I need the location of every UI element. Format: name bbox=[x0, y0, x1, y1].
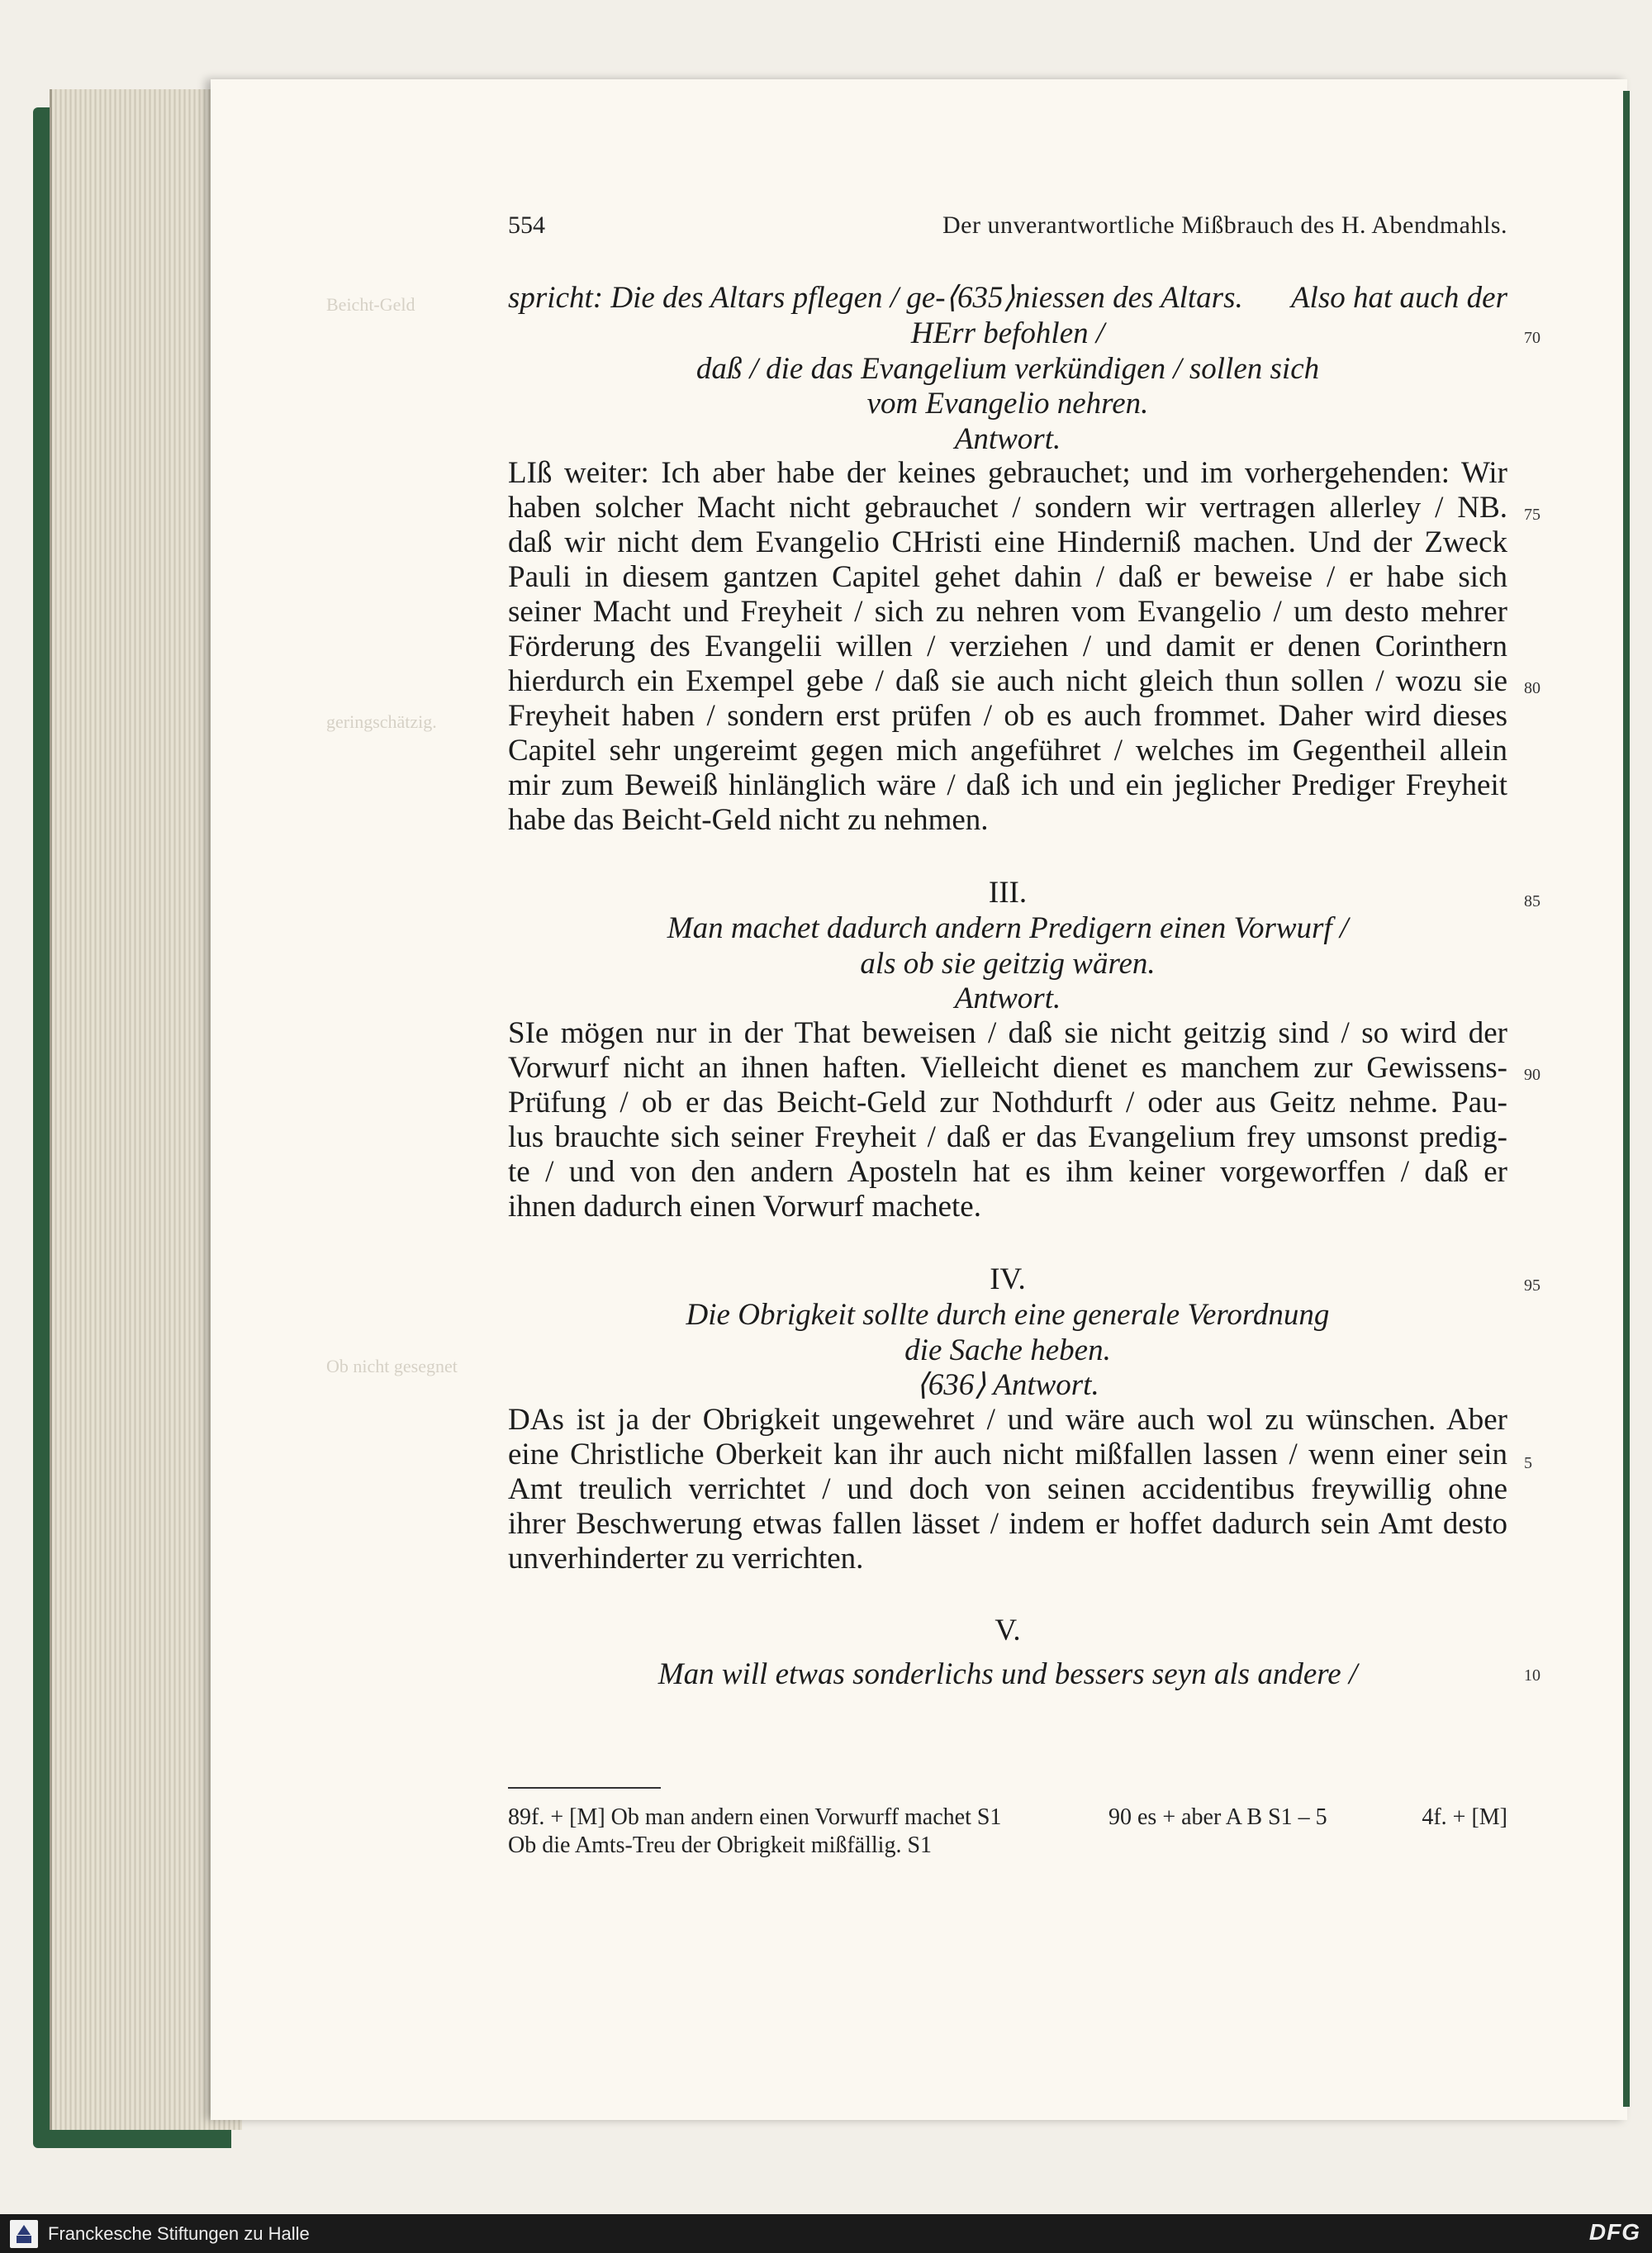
page-number: 554 bbox=[508, 212, 545, 239]
paragraph-line: Förderung des Evangelii willen / verziehen / und damit er denen Corinthern bbox=[508, 630, 1507, 663]
paragraph-line: Prüfung / ob er das Beicht-Geld zur Nothdurft / oder aus Geitz nehme. Pau- bbox=[508, 1086, 1507, 1119]
section-title: die Sache heben. bbox=[904, 1333, 1111, 1367]
line-number: 75 bbox=[1524, 506, 1540, 524]
cover-edge bbox=[1623, 91, 1630, 2107]
paragraph-line: Capitel sehr ungereimt gegen mich angeführet / welches im Gegentheil allein bbox=[508, 734, 1507, 768]
bleed-through-text: geringschätzig. bbox=[326, 711, 437, 732]
text-line: HErr befohlen / bbox=[910, 316, 1105, 350]
footer-bar bbox=[0, 2214, 1652, 2253]
paragraph-line: LIß weiter: Ich aber habe der keines gebrauchet; und im vorhergehenden: Wir bbox=[508, 456, 1507, 490]
paragraph-line: seiner Macht und Freyheit / sich zu nehren vom Evangelio / um desto mehrer bbox=[508, 595, 1507, 629]
line-number: 90 bbox=[1524, 1066, 1540, 1084]
section-title: Die Obrigkeit sollte durch eine generale Verordnung bbox=[686, 1298, 1330, 1332]
paragraph-line: Freyheit haben / sondern erst prüfen / ob es auch frommet. Daher wird dieses bbox=[508, 699, 1507, 733]
line-number: 5 bbox=[1524, 1454, 1532, 1472]
institution-logo-icon bbox=[10, 2220, 38, 2248]
running-header bbox=[508, 212, 1507, 245]
footnote-entry: 90 es + aber A B S1 – 5 bbox=[1108, 1804, 1327, 1830]
paragraph-line: te / und von den andern Aposteln hat es ihm keiner vorgeworffen / daß er bbox=[508, 1155, 1507, 1189]
text-span: Also hat auch der bbox=[1290, 281, 1507, 315]
paragraph-line: hierdurch ein Exempel gebe / daß sie auch nicht gleich thun sollen / wozu sie bbox=[508, 664, 1507, 698]
paragraph-line: ihrer Beschwerung etwas fallen lässet / indem er hoffet dadurch sein Amt desto bbox=[508, 1507, 1507, 1541]
paragraph-line: mir zum Beweiß hinlänglich wäre / daß ich und ein jeglicher Prediger Freyheit bbox=[508, 768, 1507, 802]
paragraph-line: eine Christliche Oberkeit kan ihr auch nicht mißfallen lassen / wenn einer sein bbox=[508, 1438, 1507, 1471]
section-number: IV. bbox=[990, 1262, 1026, 1296]
line-number: 70 bbox=[1524, 329, 1540, 347]
text-span: spricht: Die des Altars pflegen / ge-⟨635⟩niessen des Altars. bbox=[508, 281, 1243, 315]
section-title: Man machet dadurch andern Predigern einen Vorwurf / bbox=[667, 911, 1349, 945]
text-line: vom Evangelio nehren. bbox=[866, 387, 1149, 421]
footnote-entry: 4f. + [M] bbox=[1422, 1804, 1507, 1830]
subheading-antwort: Antwort. bbox=[954, 422, 1061, 456]
footnote-line bbox=[508, 1804, 1507, 1832]
section-number: V. bbox=[995, 1614, 1021, 1647]
line-number: 95 bbox=[1524, 1276, 1540, 1295]
line-number: 85 bbox=[1524, 892, 1540, 910]
institution-name: Franckesche Stiftungen zu Halle bbox=[48, 2223, 310, 2244]
footnote-entry: 89f. + [M] Ob man andern einen Vorwurff machet S1 bbox=[508, 1804, 1002, 1830]
paragraph-line: daß wir nicht dem Evangelio CHristi eine Hinderniß machen. Und der Zweck bbox=[508, 525, 1507, 559]
subheading-antwort: ⟨636⟩ Antwort. bbox=[916, 1368, 1099, 1402]
paragraph-line: Vorwurf nicht an ihnen haften. Vielleicht dienet es manchem zur Gewissens- bbox=[508, 1051, 1507, 1085]
bleed-through-text: Ob nicht gesegnet bbox=[326, 1356, 458, 1376]
subheading-antwort: Antwort. bbox=[954, 982, 1061, 1015]
paragraph-line: unverhinderter zu verrichten. bbox=[508, 1542, 864, 1576]
paragraph-line: Pauli in diesem gantzen Capitel gehet dahin / daß er beweise / er habe sich bbox=[508, 560, 1507, 594]
line-number: 80 bbox=[1524, 679, 1540, 697]
paragraph-line: SIe mögen nur in der That beweisen / daß sie nicht geitzig sind / so wird der bbox=[508, 1016, 1507, 1050]
paragraph-line: ihnen dadurch einen Vorwurf machete. bbox=[508, 1190, 981, 1224]
text-line bbox=[508, 281, 1507, 315]
footnote-rule bbox=[508, 1787, 661, 1789]
section-number: III. bbox=[988, 876, 1028, 910]
footnote-line: Ob die Amts-Treu der Obrigkeit mißfällig. S1 bbox=[508, 1832, 933, 1858]
section-title: Man will etwas sonderlichs und bessers seyn als andere / bbox=[657, 1657, 1358, 1691]
bleed-through-text: Beicht-Geld bbox=[326, 294, 415, 315]
line-number: 10 bbox=[1524, 1666, 1540, 1685]
paragraph-line: habe das Beicht-Geld nicht zu nehmen. bbox=[508, 803, 989, 837]
section-title: als ob sie geitzig wären. bbox=[860, 947, 1156, 981]
dfg-logo: DFG bbox=[1588, 2219, 1640, 2245]
paragraph-line: lus brauchte sich seiner Freyheit / daß er das Evangelium frey umsonst predig- bbox=[508, 1120, 1507, 1154]
paragraph-line: haben solcher Macht nicht gebrauchet / sondern wir vertragen allerley / NB. bbox=[508, 491, 1507, 525]
text-line: daß / die das Evangelium verkündigen / sollen sich bbox=[695, 352, 1320, 386]
running-title: Der unverantwortliche Mißbrauch des H. Abendmahls. bbox=[942, 212, 1507, 239]
paragraph-line: DAs ist ja der Obrigkeit ungewehret / und wäre auch wol zu wünschen. Aber bbox=[508, 1403, 1507, 1437]
paragraph-line: Amt treulich verrichtet / und doch von seinen accidentibus freywillig ohne bbox=[508, 1472, 1507, 1506]
